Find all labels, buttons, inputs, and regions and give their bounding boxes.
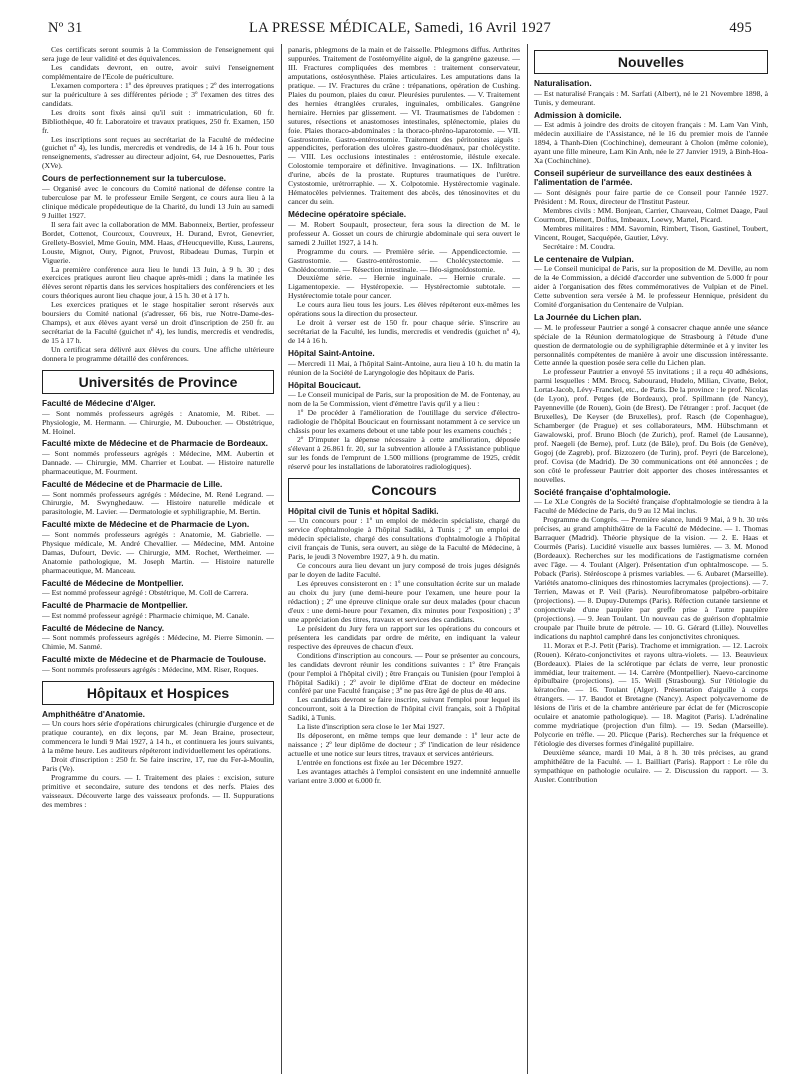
paragraph: — Est nommé professeur agrégé : Obstétrique, M. Coll de Carrera. xyxy=(42,588,249,598)
section-banner xyxy=(42,370,274,394)
column-rule xyxy=(527,44,528,1074)
paragraph: Il sera fait avec la collaboration de MM. Babonneix, Bertier, professeur Bordet, Cottenot, Courcoux, Couvreux, H. Durand, Evrot, Genevrier, Grellety-Bosviel, Mme Gouin, MM. Haas, d'Heucqueville, Kuss, Laurens, Louste, Mignot, Oury, Pignot, Pruvost, Ribadeau Dumas, Turpin et Viguerie. xyxy=(42,219,274,265)
section-subheading: Cours de perfectionnement sur la tuberculose. xyxy=(42,173,226,184)
section-subheading: Faculté de Médecine de Nancy. xyxy=(42,622,165,633)
column-rule xyxy=(281,44,282,1074)
paragraph: Programme du Congrès. — Première séance, lundi 9 Mai, à 9 h. 30 très précises, au grand amphithéâtre de la Faculté de Médecine. — 1. Thomas Barraquer (Madrid). Théorie physique de la vision. — 2. E. Haas et Courmès (Paris). Lucidité visuelle aux basses lumières. — 3. M. Monod (Bordeaux). Recherches sur les modifications de l'astigmatisme cornéen avec l'âge. — 4. Toulant (Alger). Présentation d'un ophtalmoscope. — 5. Poback (Paris). Stéréoscope à prismes variables. — 6. Aubaret (Marseille). Variétés anatomo-cliniques des rhinostomies lacrymales (projections). — 7. Terrien, Mawas et P. Veil (Paris). Neurofibromatose palpébro-orbitaire (projections). — 8. Dupuy-Dutemps (Paris). Réfection cutanée tarsienne et conjonctivale d'une paupière par greffe prise à l'autre paupière (projections). — 9. Jean Toulant. Un nouveau cas de guérison d'ophtalmie croupale par l'huile brute de pétrole. — 10. G. Gérard (Lille). Nouvelles indications du naphtol camphré dans les conjonctivites chroniques. xyxy=(534,515,768,641)
section-subheading: Conseil supérieur de surveillance des eaux destinées à l'alimentation de l'armée. xyxy=(534,167,752,188)
paragraph: Deuxième séance, mardi 10 Mai, à 8 h. 30 très précises, au grand amphithéâtre de la Faculté. — 1. Bailliart (Paris). Rapport : Le rôle du sympathique en pathologie oculaire. — 2. Discussion du rapport. — 3. Ausler. Contribution xyxy=(534,748,768,784)
paragraph: 11. Morax et P.-J. Petit (Paris). Trachome et immigration. — 12. Lacroix (Rouen). Kérato-conjonctivites et rayons ultra-violets. — 13. Beauvieux (Bordeaux). Plaies de la sclérotique par éclats de verre, leur pronostic immédiat, leur traitement. — 14. Carrère (Montpellier). Naevo-carcinome épibulbaire (projections). — 15. Weill (Strasbourg). Sur l'étiologie du kératocône. — 16. Toulant (Alger). Présentation d'aiguille à corps étrangers. — 17. Baudot et Bretagne (Nancy). Aspect polycavernome de lésions de l'iris et de la chambre antérieure par éclat de fer (Microscopie oculaire et anatomie pathologique). — 18. Magitot (Paris). L'adrénaline comme mydriatique (projection d'un film). — 19. Sedan (Marseille). Polycorie en trèfle. — 20. Plicque (Paris). Recherches sur la fréquence et l'étiologie des diverses formes d'inégalité pupillaire. xyxy=(534,640,768,749)
section-subheading: Admission à domicile. xyxy=(534,109,622,120)
section-banner xyxy=(534,50,768,74)
paragraph: Programme du cours. — Première série. — Appendicectomie. — Gastrostomie. — Gastro-entérostomie. — Cholécystectomie. — Cholédocotomie. — Résection intestinale. — Iléo-sigmoïdostomie. xyxy=(288,246,520,274)
paragraph: La première conférence aura lieu le lundi 13 Juin, à 9 h. 30 ; des exercices pratiques auront lieu chaque après-midi ; dans la matinée les élèves seront répartis dans les services hospitaliers des conférenciers et les cours théoriques auront lieu chaque jour, à 15 h. 30 et à 17 h. xyxy=(42,264,274,301)
paragraph: — Sont nommés professeurs agrégés : Médecine, MM. Aubertin et Dannade. — Chirurgie, MM. Charrier et Loubat. — Histoire naturelle pharmaceutique, M. Fourment. xyxy=(42,449,274,476)
section-subheading: Faculté de Pharmacie de Montpellier. xyxy=(42,600,188,611)
paragraph: Droit d'inscription : 250 fr. Se faire inscrire, 17, rue du Fer-à-Moulin, Paris (Ve). xyxy=(42,755,274,774)
paragraph: — Sont nommés professeurs agrégés : Anatomie, M. Ribet. — Physiologie, M. Hermann. — Chirurgie, M. Duboucher. — Obstétrique, M. Hoinel. xyxy=(42,408,274,436)
paragraph: Les avantages attachés à l'emploi consistent en une indemnité annuelle variant entre 3.000 et 6.000 fr. xyxy=(288,767,520,785)
paragraph: Le droit à verser est de 150 fr. pour chaque série. S'inscrire au secrétariat de la Faculté, les lundis, mercredis et vendredis (guichet nº 4), de 14 à 16 h. xyxy=(288,318,520,346)
section-subheading: Amphithéâtre d'Anatomie. xyxy=(42,708,145,719)
paragraph: — Sont nommés professeurs agrégés : Médecine, MM. Riser, Roques. xyxy=(42,664,259,674)
paragraph: L'examen comportera : 1º des épreuves pratiques ; 2º des interrogations sur la puériculture à ses différentes période ; 3º l'examen des titres des candidats. xyxy=(42,80,274,108)
paragraph: Ce concours aura lieu devant un jury composé de trois juges désignés par le doyen de ladite Faculté. xyxy=(288,561,520,580)
section-subheading: Hôpital Boucicaut. xyxy=(288,379,361,390)
paragraph: — Un concours pour : 1º un emploi de médecin spécialiste, chargé du service d'ophtalmologie à l'hôpital Sadiki, à Tunis ; 2º un emploi de médecin spécialiste, chargé des consultations d'ophtalmologie à l'hôpital civil français de Tunis, sera ouvert, au siège de la Faculté de Médecine, à Paris, le jeudi 3 Novembre 1927, à 9 h. du matin. xyxy=(288,516,520,562)
section-banner xyxy=(42,681,274,705)
issue-number: Nº 31 xyxy=(48,20,83,36)
paragraph: Secrétaire : M. Coudra. xyxy=(543,241,615,251)
paragraph: 1º De procéder à l'amélioration de l'outillage du service d'électro-radiologie de l'hôpital Boucicaut en fournissant notamment à ce service un châssis pour les examens debout et une table pour les examens couchés ; xyxy=(288,408,520,435)
section-subheading: Médecine opératoire spéciale. xyxy=(288,209,407,220)
section-subheading: Le centenaire de Vulpian. xyxy=(534,253,634,264)
paragraph: — Est nommé professeur agrégé : Pharmacie chimique, M. Canale. xyxy=(42,610,250,620)
paragraph: — Mercredi 11 Mai, à l'hôpital Saint-Antoine, aura lieu à 10 h. du matin la réunion de la Société de Laryngologie des hôpitaux de Paris. xyxy=(288,358,520,377)
section-subheading: Faculté mixte de Médecine et de Pharmacie de Toulouse. xyxy=(42,654,266,665)
section-heading: Concours xyxy=(371,481,437,498)
paragraph: — Sont nommés professeurs agrégés : Médecine, M. Pierre Simonin. — Chimie, M. Sanmé. xyxy=(42,633,274,652)
paragraph: Les épreuves consisteront en : 1º une consultation écrite sur un malade au choix du jury (une demi-heure pour l'examen, une heure pour la rédaction) ; 2º une épreuve clinique orale sur deux malades (pour chacun d'eux : une demi-heure pour l'examen, dix minutes pour l'exposition) ; 3º une appréciation des titres, travaux et services des candidats. xyxy=(288,579,520,624)
paragraph: Membres civils : MM. Bonjean, Carrier, Chauveau, Colmet Daage, Paul Courmont, Dienert, Dolfus, Imbeaux, Loewy, Martel, Picard. xyxy=(534,205,768,224)
paragraph: — Sont nommés professeurs agrégés : Médecine, M. René Legrand. — Chirurgie, M. Swynghedauw. — Histoire naturelle médicale et parasitologie, M. Lavier. — Dermatologie et syphiligraphie, M. Bertin. xyxy=(42,489,274,517)
section-subheading: Faculté mixte de Médecine et de Pharmacie de Lyon. xyxy=(42,519,250,530)
column-right xyxy=(534,46,768,1074)
section-subheading: Faculté de Médecine de Montpellier. xyxy=(42,577,184,588)
paragraph: Le cours aura lieu tous les jours. Les élèves répéteront eux-mêmes les opérations sous la direction du prosecteur. xyxy=(288,300,520,319)
paragraph: Les droits sont fixés ainsi qu'il suit : immatriculation, 60 fr. Bibliothèque, 40 fr. Laboratoire et travaux pratiques, 250 fr. Examen, 150 fr. xyxy=(42,107,274,135)
paragraph: — M. Robert Soupault, prosecteur, fera sous la direction de M. le professeur A. Gosset un cours de chirurgie abdominale qui sera ouvert le samedi 2 Juillet 1927, à 14 h. xyxy=(288,219,520,247)
paragraph: — Un cours hors série d'opérations chirurgicales (chirurgie d'urgence et de pratique courante), en dix leçons, par M. Jean Braine, prosecteur, commencera le lundi 9 Mai 1927, à 14 h., et continuera les jours suivants, à la même heure. Les auditeurs répéteront individuellement les opérations. xyxy=(42,719,274,756)
paragraph: — Sont nommés professeurs agrégés : Anatomie, M. Gabrielle. — Physique médicale, M. André Chevallier. — Médecine, MM. Antoine Damas, Dufourt, Devic. — Chirurgie, MM. Rochet, Wertheimer. — Anatomie pathologique, M. Joseph Martin. — Histoire naturelle pharmaceutique, M. Manceau. xyxy=(42,529,274,575)
paragraph: Conditions d'inscription au concours. — Pour se présenter au concours, les candidats devront réunir les conditions suivantes : 1º être Français (pour l'emploi à l'hôpital civil) ; être Français ou Tunisien (pour l'emploi à l'hôpital Sadiki) ; 2º avoir le diplôme d'Etat de docteur en médecine conféré par une Faculté française ; 3º ne pas être âgé de plus de 40 ans. xyxy=(288,650,520,696)
page-header xyxy=(48,20,752,36)
paragraph: — Le XLe Congrès de la Société française d'ophtalmologie se tiendra à la Faculté de Médecine de Paris, du 9 au 12 Mai inclus. xyxy=(534,497,768,516)
paragraph: — Le Conseil municipal de Paris, sur la proposition de M. Deville, au nom de la 4e Commission, a décidé d'accorder une subvention de 5.000 fr pour aider à l'organisation des fêtes commémoratives de Vulpian et de Pinel. Cette subvention sera versée à M. le professeur Hennique, président du Comité d'organisation du Centenaire de Vulpian. xyxy=(534,264,768,310)
column-middle xyxy=(288,46,520,1074)
paragraph: Programme du cours. — I. Traitement des plaies : excision, suture primitive et secondaire, suture des tendons et des nerfs. Plaies des vaisseaux. Découverte large des vaisseaux profonds. — II. Suppurations des membres : xyxy=(42,773,274,810)
paragraph: La liste d'inscription sera close le 1er Mai 1927. xyxy=(297,722,445,732)
paragraph: Un certificat sera délivré aux élèves du cours. Une affiche ultérieure donnera le programme détaillé des conférences. xyxy=(42,345,274,364)
section-heading: Nouvelles xyxy=(617,54,685,70)
section-heading: Universités de Province xyxy=(78,374,238,390)
paragraph: Ils déposeront, en même temps que leur demande : 1º leur acte de naissance ; 2º leur diplôme de docteur ; 3º l'indication de leur résidence actuelle et une notice sur leurs titres, travaux et services antérieurs. xyxy=(288,731,520,759)
paragraph: 2º D'imputer la dépense nécessaire à cette amélioration, déposée s'élevant à 26.861 fr. 20, sur la subvention allouée à l'Assistance publique sur les fonds de l'emprunt de 1.500 millions (programme de 1925, crédit réservé pour les installations de laboratoires radiologiques). xyxy=(288,434,520,471)
section-subheading: La Journée du Lichen plan. xyxy=(534,312,642,323)
section-heading: Hôpitaux et Hospices xyxy=(86,684,230,701)
paragraph: Les candidats devront se faire inscrire, suivant l'emploi pour lequel ils concourront, soit à la Direction de l'hôpital civil français, soit à l'hôpital Sadiki, à Tunis. xyxy=(288,695,520,723)
paragraph: — Est naturalisé Français : M. Sarfati (Albert), né le 21 Novembre 1898, à Tunis, y demeurant. xyxy=(534,88,768,107)
paragraph: Le professeur Pautrier a envoyé 55 invitations ; il a reçu 40 adhésions, parmi lesquelles : MM. Brocq, Sabouraud, Hudelo, Milian, Civatte, Belot, Lortat-Jacob, Lévy-Franckel, etc., de Paris. De la province : le prof. Nicolas (de Lyon), prof. Petges (de Bordeaux), prof. Spillmann (de Nancy), Payenneville (de Rouen), Goin (de Brest). De l'étranger : prof. Jacquet (de Bruxelles), De Keyser (de Bruxelles), prof. Rasch (de Copenhague), Schamberger (de Prague) et ses collaborateurs, MM. Hübschmann et Gawalowski, prof. Bruno Bloch (de Zurich), prof. Ramel (de Lausanne), prof. Naegeli (de Berne), prof. Lutz (de Bâle), prof. Du Bois (de Genève), Gogoj (de Zagreb), prof. Bizzozero (de Turin), prof. Peyri (de Barcelone), prof. Covisa (de Madrid). De 30 communications ont été annoncées ; de son côté le professeur Pautrier doit apporter des choses intéressantes et nouvelles. xyxy=(534,367,768,484)
paragraph: Membres militaires : MM. Savornin, Rimbert, Tison, Gastinel, Toubert, Vincent, Rouget, Sacquépée, Gautier, Lévy. xyxy=(534,223,768,242)
paragraph: — Sont désignés pour faire partie de ce Conseil pour l'année 1927. Président : M. Roux, directeur de l'Institut Pasteur. xyxy=(534,188,768,206)
paragraph: panaris, phlegmons de la main et de l'aisselle. Phlegmons diffus. Arthrites suppurées. Traitement de l'ostéomyélite aiguë, de la gangrène gazeuse. — III. Fractures compliquées des membres : traitement conservateur, amputations, ostéosynthèse. Plaies articulaires. Les amputations dans la pratique. — IV. Fractures du crâne : trépanations, opération de Cushing. Plaies du poumon, plaies du cœur. Pleurésies purulentes. — V. Traitement des hernies étranglées crurales, inguinales, ombilicales. Gangrène herniaire. Hernies par glissement. — VI. Traumatismes de l'abdomen : sutures, résections et anastomoses intestinales, splénectomie, plaies du foie. Plaies thoraco-abdominales : la thoraco-phréno-laparotomie. — VII. Gastrostomie. Gastro-entérostomie. Traitement des péritonites aiguës : appendicites, perforation des ulcères gastro-duodénaux, par cholécystite. — VIII. Les occlusions intestinales : entérostomie, iléstule execale. Colostomie temporaire et définitive. Invaginations. — IX. Infiltration d'urine, abcès de la prostate. Ruptures traumatiques de l'urètre. Cystostomie, urétrorraphie. — X. Colpotomie. Hystérectomie vaginale. Hématocèles pelviennes. Traitement des abcès, des ténosinovites et du cancer du sein. xyxy=(288,46,520,207)
column-left xyxy=(42,46,274,1074)
paragraph: L'entrée en fonctions est fixée au 1er Décembre 1927. xyxy=(297,758,463,768)
paragraph: — Le Conseil municipal de Paris, sur la proposition de M. de Fontenay, au nom de la 5e Commission, vient d'émettre l'avis qu'il y a lieu : xyxy=(288,390,520,409)
section-subheading: Faculté de Médecine d'Alger. xyxy=(42,398,156,408)
paragraph: Les candidats devront, en outre, avoir suivi l'enseignement complémentaire de l'Ecole de puériculture. xyxy=(42,62,274,81)
paragraph: — M. le professeur Pautrier a songé à consacrer chaque année une séance spéciale de la Réunion dermatologique de Strasbourg à l'étude d'une question de dermatologie ou de syphiligraphie déterminée et à y inviter les personnalités compétentes de manière à avoir une discussion intéressante. Cette année la question posée sera celle du Lichen plan. xyxy=(534,322,768,368)
paragraph: Le président du Jury fera un rapport sur les opérations du concours et présentera les candidats par ordre de mérite, en indiquant la valeur respective des épreuves de chacun d'eux. xyxy=(288,623,520,651)
paragraph: Deuxième série. — Hernie inguinale. — Hernie crurale. — Ligamentopexie. — Hystéropexie. — Hystérectomie subtotale. — Hystérectomie totale pour cancer. xyxy=(288,273,520,301)
paragraph: Les inscriptions sont reçues au secrétariat de la Faculté de médecine (guichet nº 4), les lundis, mercredis et vendredis, de 14 à 16 h. Pour tous renseignements, s'adresser au directeur adjoint, 64, rue Desnouettes, Paris (XVe). xyxy=(42,134,274,171)
section-subheading: Faculté de Médecine et de Pharmacie de Lille. xyxy=(42,478,223,489)
page-number: 495 xyxy=(729,20,752,36)
section-banner xyxy=(288,478,520,502)
section-subheading: Hôpital civil de Tunis et hôpital Sadiki. xyxy=(288,505,439,516)
section-subheading: Naturalisation. xyxy=(534,78,592,88)
section-subheading: Hôpital Saint-Antoine. xyxy=(288,348,375,359)
paragraph: Ces certificats seront soumis à la Commission de l'enseignement qui sera juge de leur validité et des équivalences. xyxy=(42,46,274,63)
paragraph: — Organisé avec le concours du Comité national de défense contre la tuberculose par M. le professeur Emile Sergent, ce cours aura lieu à la clinique médicale propédeutique de la Charité, du lundi 13 Juin au samedi 9 Juillet 1927. xyxy=(42,183,274,220)
section-subheading: Faculté mixte de Médecine et de Pharmacie de Bordeaux. xyxy=(42,438,268,449)
journal-title: LA PRESSE MÉDICALE, Samedi, 16 Avril 1927 xyxy=(248,20,552,36)
section-subheading: Société française d'ophtalmologie. xyxy=(534,486,671,497)
paragraph: Les exercices pratiques et le stage hospitalier seront réservés aux boursiers du Comité national (s'adresser, 66 bis, rue Notre-Dame-des-Champs), et aux élèves ayant versé un droit d'inscription de 250 fr. au secrétariat de la Faculté (guichet nº 4), les lundis, mercredis et vendredis, de 15 à 17 h. xyxy=(42,300,274,346)
paragraph: — Est admis à joindre des droits de citoyen français : M. Lam Van Vinh, médecin auxiliaire de l'Assistance, né le 16 du premier mois de l'année 1894, à Thanh-Dien (Cochinchine), demeurant à Cholon (même colonie), ayant une fille mineure, Lam Kin Anh, née le 27 Janvier 1919, à Binh-Hoa-Xa (Cochinchine). xyxy=(534,120,768,165)
